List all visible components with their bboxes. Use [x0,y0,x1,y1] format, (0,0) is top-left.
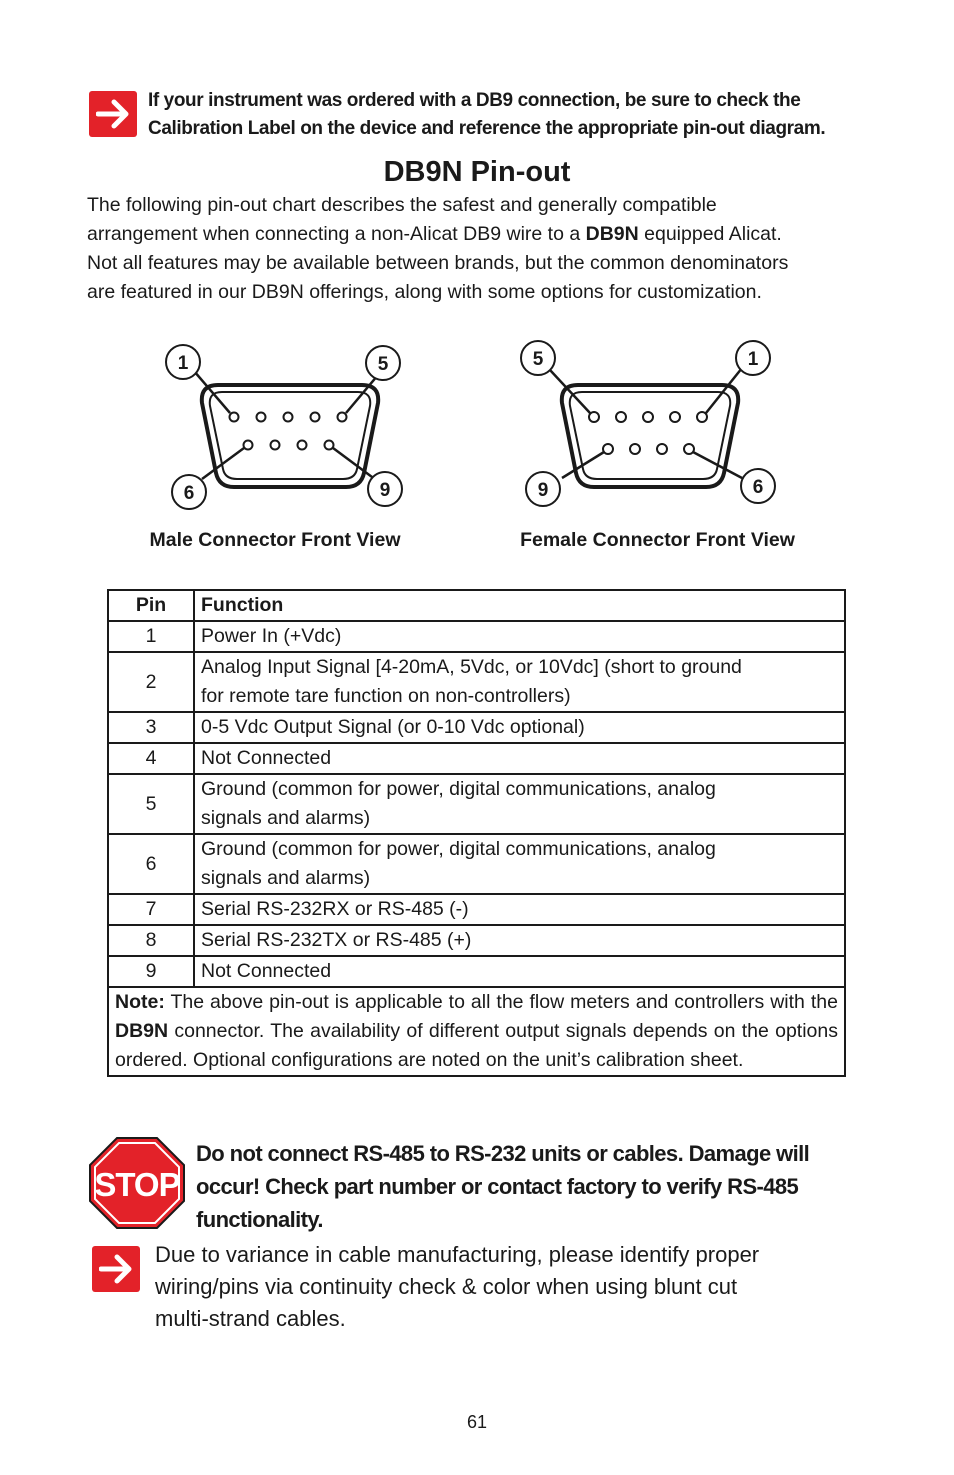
intro-line-3: Not all features may be available between brands, but the common denominators [87,252,789,274]
function-line: Ground (common for power, digital communications, analog [201,778,716,800]
female-pin-5 [589,412,599,422]
male-pin-7 [271,441,280,450]
function-cell [194,834,845,894]
function-cell [194,956,845,987]
male-label-6: 6 [183,483,195,504]
function-cell [194,894,845,925]
female-pin-3 [643,412,653,422]
intro-paragraph [87,191,887,307]
female-connector-diagram [510,330,785,510]
male-connector-diagram [150,335,420,515]
stop-warning-line-1: Do not connect RS-485 to RS-232 units or cables. Damage will [196,1141,810,1166]
female-leader-6 [693,452,742,478]
stop-sign-text: STOP [94,1166,180,1203]
function-line: signals and alarms) [201,867,371,889]
pin-cell: 6 [108,834,194,894]
male-label-9: 9 [379,480,391,501]
function-line: Ground (common for power, digital communications, analog [201,838,716,860]
intro-line-4: are featured in our DB9N offerings, along with some options for customization. [87,281,762,303]
top-note-line-1: If your instrument was ordered with a DB9 connection, be sure to check the [148,90,801,111]
note-bold-db9n: DB9N [115,1020,169,1042]
cable-note-line-2: wiring/pins via continuity check & color when using blunt cut [155,1274,738,1299]
cable-note-line-1: Due to variance in cable manufacturing, please identify proper [155,1242,760,1267]
male-pin-2 [257,413,266,422]
female-pin-2 [670,412,680,422]
function-line: Serial RS-232TX or RS-485 (+) [201,929,472,951]
page-number: 61 [466,1412,488,1432]
pin-cell: 7 [108,894,194,925]
male-leader-5 [346,375,378,413]
function-cell [194,652,845,712]
male-pin-4 [311,413,320,422]
male-pin-9 [325,441,334,450]
male-pin-1 [230,413,239,422]
pin-cell: 8 [108,925,194,956]
table-note-row [108,987,845,1076]
female-connector-caption: Female Connector Front View [520,529,795,551]
function-line: for remote tare function on non-controllers) [201,685,571,707]
pin-cell: 9 [108,956,194,987]
stop-sign-icon [88,1136,186,1230]
function-line: 0-5 Vdc Output Signal (or 0-10 Vdc optional) [201,716,585,738]
female-pin-4 [616,412,626,422]
female-pin-8 [630,444,640,454]
male-connector-caption: Male Connector Front View [149,529,401,551]
male-pin-3 [284,413,293,422]
table-row [108,834,845,894]
function-cell [194,743,845,774]
table-note [108,987,845,1076]
pin-cell: 5 [108,774,194,834]
table-header-row [108,590,845,621]
arrow-right-icon [89,91,137,137]
female-pin-7 [657,444,667,454]
intro-line-2 [87,220,887,249]
pinout-table [107,589,846,1077]
female-pin-1 [697,412,707,422]
male-pin-8 [298,441,307,450]
note-label: Note: [115,991,165,1013]
function-line: Not Connected [201,960,332,982]
cable-note [155,1239,915,1335]
function-line: Not Connected [201,747,332,769]
female-pin-9 [603,444,613,454]
function-line: Serial RS-232RX or RS-485 (-) [201,898,469,920]
table-row [108,894,845,925]
pin-cell: 2 [108,652,194,712]
function-line: Power In (+Vdc) [201,625,342,647]
female-label-6: 6 [752,477,764,498]
female-label-1: 1 [747,349,759,370]
intro-bold-db9n: DB9N [585,223,639,245]
male-label-1: 1 [177,353,189,374]
male-connector-shell-inner [210,392,371,479]
intro-text: arrangement when connecting a non-Alicat DB9 wire to a [87,223,586,245]
male-leader-6 [202,448,244,479]
male-pin-6 [244,441,253,450]
stop-warning [196,1137,896,1236]
function-line: Analog Input Signal [4-20mA, 5Vdc, or 10Vdc] (short to ground [201,656,742,678]
arrow-right-icon [92,1246,140,1292]
stop-warning-line-3: functionality. [196,1207,323,1232]
top-note [148,87,908,143]
female-leader-9 [562,452,604,478]
female-connector-shell-outer [562,385,738,487]
female-connector-shell-inner [570,392,731,479]
table-row [108,956,845,987]
male-connector-shell-outer [202,385,378,487]
female-label-9: 9 [537,480,549,501]
table-row [108,925,845,956]
pin-cell: 3 [108,712,194,743]
table-row [108,712,845,743]
pin-cell: 4 [108,743,194,774]
female-pin-6 [684,444,694,454]
page-title: DB9N Pin-out [383,156,571,188]
table-row [108,774,845,834]
intro-text: equipped Alicat. [638,223,782,245]
header-function: Function [194,590,845,621]
function-cell [194,925,845,956]
table-row [108,652,845,712]
male-pin-5 [338,413,347,422]
male-label-5: 5 [377,354,389,375]
table-row [108,743,845,774]
top-note-line-2: Calibration Label on the device and reference the appropriate pin-out diagram. [148,118,826,139]
note-text: connector. The availability of different output signals depends on the options ordered. Optional configurations are noted on the unit’s calibration sheet. [115,1020,838,1071]
function-cell [194,712,845,743]
table-row [108,621,845,652]
pin-cell: 1 [108,621,194,652]
stop-warning-line-2: occur! Check part number or contact factory to verify RS-485 [196,1174,799,1199]
cable-note-line-3: multi-strand cables. [155,1306,346,1331]
note-text: The above pin-out is applicable to all the flow meters and controllers with the [164,991,838,1013]
intro-line-1: The following pin-out chart describes the safest and generally compatible [87,194,717,216]
female-label-5: 5 [532,349,544,370]
function-line: signals and alarms) [201,807,371,829]
header-pin: Pin [108,590,194,621]
function-cell [194,774,845,834]
function-cell [194,621,845,652]
